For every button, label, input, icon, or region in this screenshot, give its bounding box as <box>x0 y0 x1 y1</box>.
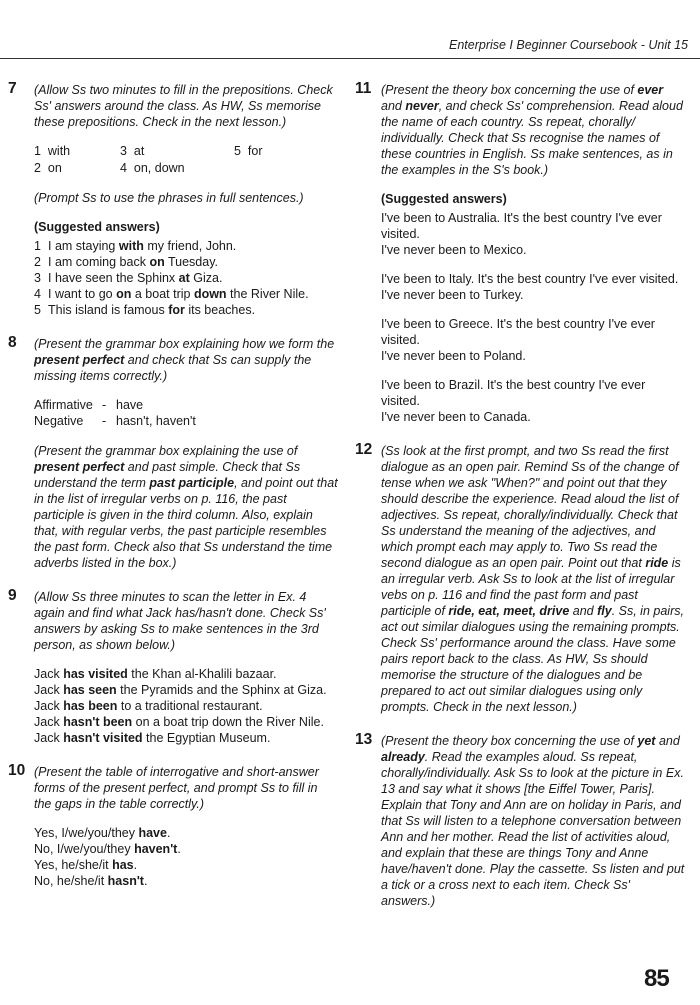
exercise-number: 7 <box>8 80 17 97</box>
answer-line: Jack hasn't been on a boat trip down the River Nile. <box>34 715 324 729</box>
teacher-note: (Prompt Ss to use the phrases in full sentences.) <box>34 191 304 205</box>
list-item: 5 This island is famous for its beaches. <box>34 303 256 317</box>
exercise-12 <box>355 443 685 715</box>
teacher-note: (Present the theory box concerning the use of ever and never, and check Ss' comprehension. Read aloud the name of each country. Ss repeat, chorally/ individually. Check that Ss recognise the names of these countries in English. Ss make sentences, as in the examples in the S's book.) <box>381 83 683 177</box>
page-number: 85 <box>644 965 669 992</box>
left-column <box>8 82 338 907</box>
exercise-10 <box>8 764 338 889</box>
suggested-answers-heading: (Suggested answers) <box>381 192 507 206</box>
exercise-number: 8 <box>8 334 17 351</box>
list-item: 2 I am coming back on Tuesday. <box>34 255 218 269</box>
exercise-9 <box>8 589 338 746</box>
teacher-note: (Present the table of interrogative and short-answer forms of the present perfect, and prompt Ss to fill in the gaps in the table correctly.) <box>34 765 319 811</box>
exercise-number: 13 <box>355 731 373 748</box>
teacher-note: (Present the grammar box explaining the use of present perfect and past simple. Check that Ss understand the term past participle, and point out that in the list of irregular verbs on p. 116, the past participle is given in the third column. Also, explain that, with regular verbs, the past participle resembles the past form. Check also that Ss understand the time adverbs listed in the box.) <box>34 444 338 570</box>
teacher-note: (Allow Ss two minutes to fill in the prepositions. Check Ss' answers around the class. As HW, Ss memorise these prepositions. Check in the next lesson.) <box>34 83 333 129</box>
exercise-number: 12 <box>355 441 373 458</box>
key-cell: 5 for <box>234 144 263 158</box>
list-item: 4 I want to go on a boat trip down the River Nile. <box>34 287 309 301</box>
header-rule <box>0 58 700 59</box>
answer-line: Jack has seen the Pyramids and the Sphinx at Giza. <box>34 683 327 697</box>
row-label: Affirmative <box>34 398 93 412</box>
answer-lines <box>34 666 338 746</box>
list-item: 3 I have seen the Sphinx at Giza. <box>34 271 223 285</box>
answer-pair: I've been to Italy. It's the best country I've ever visited. I've never been to Turkey. <box>381 272 679 302</box>
row-label: Negative <box>34 414 84 428</box>
exercise-8 <box>8 336 338 571</box>
answer-line: Yes, he/she/it has. <box>34 858 138 872</box>
row-value: hasn't, haven't <box>116 414 196 428</box>
answer-lines <box>34 825 338 889</box>
teacher-note: (Allow Ss three minutes to scan the letter in Ex. 4 again and find what Jack has/hasn't done. Check Ss' answers by asking Ss to make sentences in the 3rd person, as shown below.) <box>34 590 326 652</box>
answer-pair: I've been to Greece. It's the best country I've ever visited. I've never been to Poland. <box>381 317 655 363</box>
answer-key-grid <box>34 143 338 176</box>
key-cell: 1 with <box>34 144 71 158</box>
row-dash: - <box>102 398 107 412</box>
right-column <box>355 82 685 927</box>
answers-list <box>34 238 338 318</box>
running-header: Enterprise I Beginner Coursebook - Unit 15 <box>448 38 688 52</box>
exercise-11 <box>355 82 685 425</box>
answer-line: No, he/she/it hasn't. <box>34 874 148 888</box>
key-cell: 3 at <box>120 144 145 158</box>
key-cell <box>234 160 314 176</box>
row-value: have <box>116 398 144 412</box>
teacher-note: (Present the theory box concerning the use of yet and already. Read the examples aloud. Ss repeat, chorally/individually. Ask Ss to look at the picture in Ex. 13 and say what it shows [the Eiffel Tower, Paris]. Explain that Tony and Ann are on holiday in Paris, and that Ss will listen to a telephone conversation between Ann and her mother. Read the list of activities aloud, and explain that these are things Tony and Anne have/haven't done. Play the cassette. Ss listen and put a tick or a cross next to each item. Check Ss' answers.) <box>381 734 685 908</box>
teacher-note: (Ss look at the first prompt, and two Ss read the first dialogue as an open pair. Remind Ss of the change of tense when we ask "When?" and point out that they should describe the experience. Read aloud the list of adjectives. Ss repeat, chorally/individually. Check that Ss understand the meaning of the adjectives, and which prompt each may apply to. Two Ss read the second dialogue as an open pair. Point out that ride is an irregular verb. Ask Ss to look at the list of irregular vebs on p. 116 and find the past form and past participle of ride, eat, meet, drive and fly. Ss, in pairs, act out similar dialogues using the remaining prompts. Check Ss' performance around the class. Have some pairs report back to the class. As HW, Ss should memorise the structure of the dialogues and be prepared to act out similar dialogues using only prompts. Check in the next lesson.) <box>381 444 684 714</box>
grammar-box-answers <box>34 397 338 429</box>
key-cell: 4 on, down <box>120 161 185 175</box>
exercise-number: 11 <box>355 80 372 97</box>
answer-line: Yes, I/we/you/they have. <box>34 826 171 840</box>
key-cell: 2 on <box>34 161 62 175</box>
exercise-number: 10 <box>8 762 26 779</box>
answer-line: Jack has been to a traditional restaurant. <box>34 699 263 713</box>
row-dash: - <box>102 414 107 428</box>
list-item: 1 I am staying with my friend, John. <box>34 239 237 253</box>
teacher-note: (Present the grammar box explaining how we form the present perfect and check that Ss can supply the missing items correctly.) <box>34 337 335 383</box>
suggested-answers-heading: (Suggested answers) <box>34 220 160 234</box>
answer-pair: I've been to Australia. It's the best country I've ever visited. I've never been to Mexico. <box>381 211 662 257</box>
answer-pair: I've been to Brazil. It's the best country I've ever visited. I've never been to Canada. <box>381 378 646 424</box>
answer-line: No, I/we/you/they haven't. <box>34 842 181 856</box>
exercise-13 <box>355 733 685 909</box>
answer-line: Jack has visited the Khan al-Khalili bazaar. <box>34 667 277 681</box>
exercise-7 <box>8 82 338 318</box>
answer-line: Jack hasn't visited the Egyptian Museum. <box>34 731 271 745</box>
exercise-number: 9 <box>8 587 17 604</box>
